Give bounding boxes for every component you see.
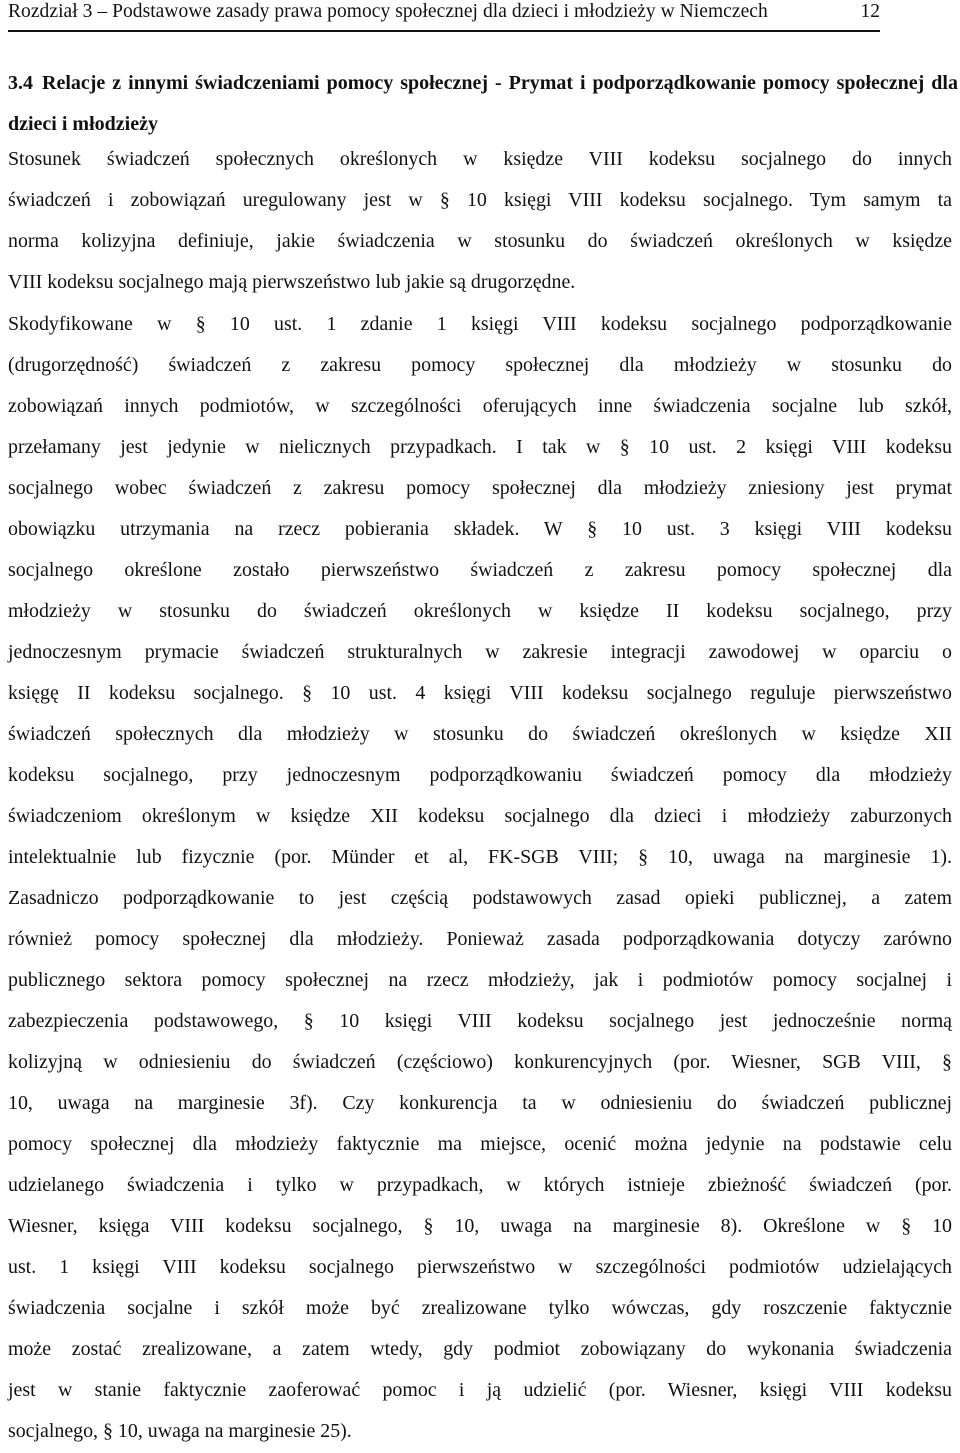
text-line: udzielanego świadczenia i tylko w przypadkach, w których istnieje zbieżność świadczeń (por. <box>8 1174 952 1196</box>
text-line: jednoczesnym prymacie świadczeń strukturalnych w zakresie integracji zawodowej w oparciu o <box>8 641 952 663</box>
text-line: pomocy społecznej dla młodzieży faktycznie ma miejsce, ocenić można jedynie na podstawie celu <box>8 1133 952 1155</box>
text-line: socjalnego określone zostało pierwszeństwo świadczeń z zakresu pomocy społecznej dla <box>8 559 952 581</box>
running-header <box>8 0 880 32</box>
text-line: obowiązku utrzymania na rzecz pobierania składek. W § 10 ust. 3 księgi VIII kodeksu <box>8 518 952 540</box>
text-line: (drugorzędność) świadczeń z zakresu pomocy społecznej dla młodzieży w stosunku do <box>8 354 952 376</box>
text-line: świadczeniom określonym w księdze XII kodeksu socjalnego dla dzieci i młodzieży zaburzonych <box>8 805 952 827</box>
text-line: zabezpieczenia podstawowego, § 10 księgi VIII kodeksu socjalnego jest jednocześnie normą <box>8 1010 952 1032</box>
text-line: świadczeń i zobowiązań uregulowany jest w § 10 księgi VIII kodeksu socjalnego. Tym samym ta <box>8 189 952 211</box>
text-line: norma kolizyjna definiuje, jakie świadczenia w stosunku do świadczeń określonych w księdze <box>8 230 952 252</box>
text-line: publicznego sektora pomocy społecznej na rzecz młodzieży, jak i podmiotów pomocy socjalnej i <box>8 969 952 991</box>
text-line: może zostać zrealizowane, a zatem wtedy, gdy podmiot zobowiązany do wykonania świadczenia <box>8 1338 952 1360</box>
section-heading-text: Relacje z innymi świadczeniami pomocy społecznej - Prymat i podporządkowanie pomocy społecznej dla dzieci i młodzieży <box>8 72 958 135</box>
page-number: 12 <box>860 1 880 22</box>
text-line: VIII kodeksu socjalnego mają pierwszeństwo lub jakie są drugorzędne. <box>8 271 576 293</box>
text-line: kolizyjną w odniesieniu do świadczeń (częściowo) konkurencyjnych (por. Wiesner, SGB VIII, § <box>8 1051 952 1073</box>
header-title: Rozdział 3 – Podstawowe zasady prawa pomocy społecznej dla dzieci i młodzieży w Niemczech <box>8 1 768 22</box>
text-line: kodeksu socjalnego, przy jednoczesnym podporządkowaniu świadczeń pomocy dla młodzieży <box>8 764 952 786</box>
text-line: przełamany jest jedynie w nielicznych przypadkach. I tak w § 10 ust. 2 księgi VIII kodeksu <box>8 436 952 458</box>
text-line: Skodyfikowane w § 10 ust. 1 zdanie 1 księgi VIII kodeksu socjalnego podporządkowanie <box>8 313 952 335</box>
text-line: zobowiązań innych podmiotów, w szczególności oferujących inne świadczenia socjalne lub szkół, <box>8 395 952 417</box>
text-line: księgę II kodeksu socjalnego. § 10 ust. 4 księgi VIII kodeksu socjalnego reguluje pierwszeństwo <box>8 682 952 704</box>
text-line: Wiesner, księga VIII kodeksu socjalnego, § 10, uwaga na marginesie 8). Określone w § 10 <box>8 1215 952 1237</box>
section-heading <box>8 63 958 145</box>
text-line: młodzieży w stosunku do świadczeń określonych w księdze II kodeksu socjalnego, przy <box>8 600 952 622</box>
text-line: socjalnego wobec świadczeń z zakresu pomocy społecznej dla młodzieży zniesiony jest prymat <box>8 477 952 499</box>
text-line: 10, uwaga na marginesie 3f). Czy konkurencja ta w odniesieniu do świadczeń publicznej <box>8 1092 952 1114</box>
section-number: 3.4 <box>8 72 33 94</box>
text-line: świadczenia socjalne i szkół może być zrealizowane tylko wówczas, gdy roszczenie faktycznie <box>8 1297 952 1319</box>
text-line: socjalnego, § 10, uwaga na marginesie 25). <box>8 1420 352 1442</box>
text-line: Stosunek świadczeń społecznych określonych w księdze VIII kodeksu socjalnego do innych <box>8 148 952 170</box>
text-line: również pomocy społecznej dla młodzieży. Ponieważ zasada podporządkowania dotyczy zarówno <box>8 928 952 950</box>
text-line: Zasadniczo podporządkowanie to jest częścią podstawowych zasad opieki publicznej, a zatem <box>8 887 952 909</box>
text-line: ust. 1 księgi VIII kodeksu socjalnego pierwszeństwo w szczególności podmiotów udzielających <box>8 1256 952 1278</box>
text-line: intelektualnie lub fizycznie (por. Münder et al, FK-SGB VIII; § 10, uwaga na marginesie 1). <box>8 846 952 868</box>
text-line: jest w stanie faktycznie zaoferować pomoc i ją udzielić (por. Wiesner, księgi VIII kodeksu <box>8 1379 952 1401</box>
text-line: świadczeń społecznych dla młodzieży w stosunku do świadczeń określonych w księdze XII <box>8 723 952 745</box>
